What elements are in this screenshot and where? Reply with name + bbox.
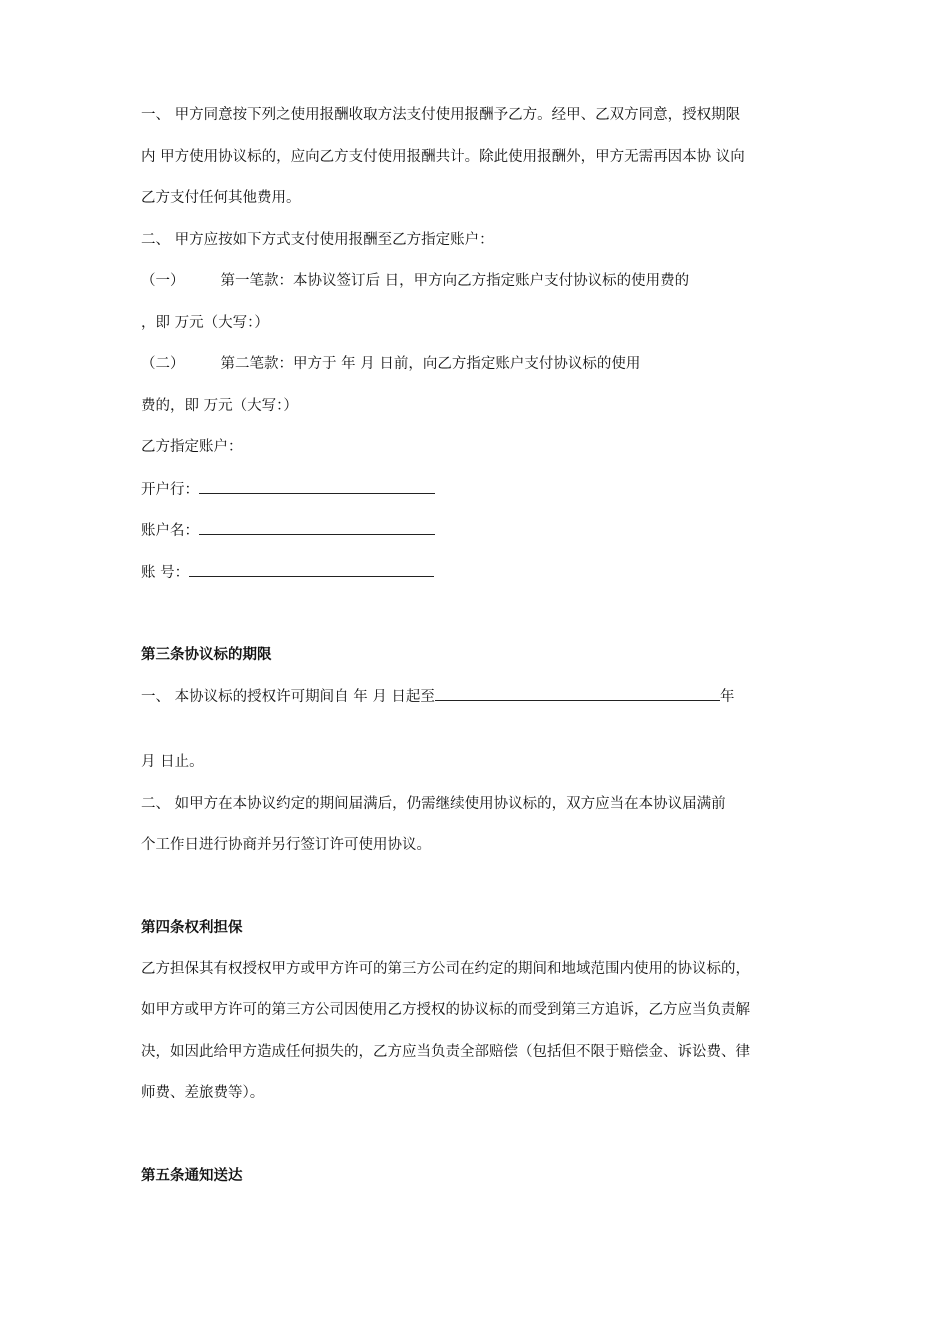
account-number-label: 账 号： <box>141 565 190 581</box>
account-title: 乙方指定账户： <box>141 439 243 455</box>
first-installment-number: （一） <box>141 273 185 289</box>
term-clause-end: 年 <box>719 689 735 705</box>
payment-clause-line-3: 乙方支付任何其他费用。 <box>141 190 301 206</box>
first-installment-continuation: ，即 万元（大写：） <box>141 315 269 331</box>
second-installment-continuation: 费的，即 万元（大写：） <box>141 398 298 414</box>
account-name-label: 账户名： <box>141 523 199 539</box>
second-installment-text: 第二笔款：甲方于 年 月 日前，向乙方指定账户支付协议标的使用 <box>220 356 641 372</box>
payment-clause-line-1: 一、 甲方同意按下列之使用报酬收取方法支付使用报酬予乙方。经甲、乙双方同意，授权期限 <box>141 107 741 123</box>
second-installment-line <box>141 354 640 374</box>
warranty-line-1: 乙方担保其有权授权甲方或甲方许可的第三方公司在约定的期间和地域范围内使用的协议标的， <box>141 961 750 977</box>
bank-label: 开户行： <box>141 482 199 498</box>
article-4-heading: 第四条权利担保 <box>141 920 243 936</box>
account-number-blank-line <box>189 562 434 577</box>
term-clause-start: 一、 本协议标的授权许可期间自 年 月 日起至 <box>141 689 435 705</box>
bank-field-row <box>141 479 435 500</box>
article-3-heading: 第三条协议标的期限 <box>141 647 272 663</box>
bank-blank-line <box>199 479 435 494</box>
first-installment-line <box>141 271 689 291</box>
article-5-heading: 第五条通知送达 <box>141 1168 243 1184</box>
term-end-blank-line <box>435 686 720 701</box>
first-installment-text: 第一笔款：本协议签订后 日，甲方向乙方指定账户支付协议标的使用费的 <box>220 273 690 289</box>
warranty-line-3: 决，如因此给甲方造成任何损失的，乙方应当负责全部赔偿（包括但不限于赔偿金、诉讼费、律 <box>141 1044 750 1060</box>
second-installment-number: （二） <box>141 356 185 372</box>
account-name-blank-line <box>199 520 435 535</box>
payment-clause-line-2: 内 甲方使用协议标的，应向乙方支付使用报酬共计。除此使用报酬外，甲方无需再因本协 议向 <box>141 149 745 165</box>
account-name-field-row <box>141 520 435 541</box>
account-number-field-row <box>141 562 434 583</box>
payment-method-clause: 二、 甲方应按如下方式支付使用报酬至乙方指定账户： <box>141 232 494 248</box>
renewal-clause-line-1: 二、 如甲方在本协议约定的期间届满后，仍需继续使用协议标的，双方应当在本协议届满前 <box>141 796 726 812</box>
term-clause-line <box>141 686 734 707</box>
warranty-line-2: 如甲方或甲方许可的第三方公司因使用乙方授权的协议标的而受到第三方追诉，乙方应当负责解 <box>141 1002 750 1018</box>
term-clause-continuation: 月 日止。 <box>141 754 204 770</box>
renewal-clause-line-2: 个工作日进行协商并另行签订许可使用协议。 <box>141 837 431 853</box>
warranty-line-4: 师费、差旅费等）。 <box>141 1085 265 1101</box>
